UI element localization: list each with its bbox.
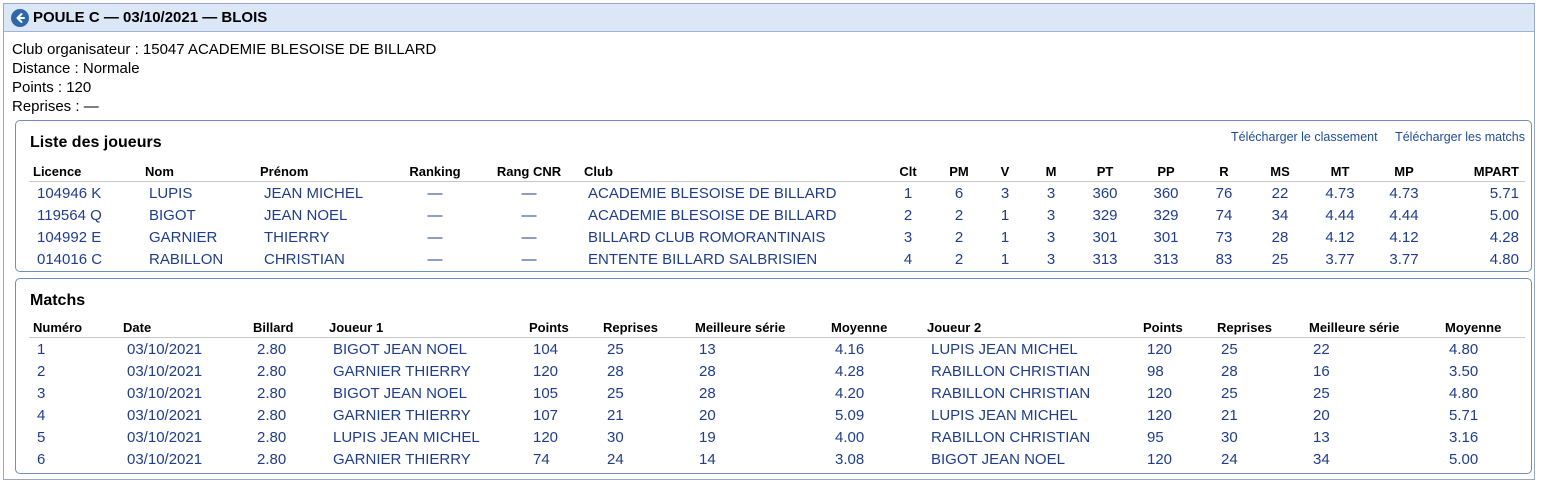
- table-cell: 4: [37, 406, 46, 424]
- table-cell: 3: [1046, 206, 1056, 224]
- table-cell: 3: [37, 384, 46, 402]
- table-cell: 2: [954, 206, 964, 224]
- table-cell: 301: [1153, 228, 1179, 246]
- table-cell: ACADEMIE BLESOISE DE BILLARD: [588, 206, 837, 224]
- table-cell: 4.44: [1389, 206, 1419, 224]
- table-cell: 4.12: [1389, 228, 1419, 246]
- table-cell: 1: [37, 340, 46, 358]
- column-header: Moyenne: [827, 317, 923, 338]
- table-cell: 5.09: [835, 406, 865, 424]
- table-cell: 3: [903, 228, 913, 246]
- table-cell: 22: [1313, 340, 1330, 358]
- table-row[interactable]: [29, 404, 1525, 426]
- table-cell: RABILLON CHRISTIAN: [931, 362, 1091, 380]
- panel-header: [4, 4, 1534, 32]
- arrow-left-circle-icon[interactable]: [11, 9, 29, 27]
- table-cell: 5: [37, 428, 46, 446]
- column-header: MS: [1252, 161, 1308, 182]
- table-cell: 20: [1313, 406, 1330, 424]
- table-cell: —: [427, 184, 443, 202]
- table-row[interactable]: [29, 382, 1525, 404]
- table-cell: —: [427, 228, 443, 246]
- column-header: Reprises: [599, 317, 691, 338]
- table-row[interactable]: [29, 360, 1525, 382]
- table-cell: ENTENTE BILLARD SALBRISIEN: [588, 250, 818, 268]
- table-cell: 2.80: [257, 362, 287, 380]
- table-cell: CHRISTIAN: [264, 250, 345, 268]
- table-cell: 4.80: [1449, 340, 1479, 358]
- table-cell: 5.00: [1489, 206, 1519, 224]
- table-cell: 120: [533, 362, 559, 380]
- table-row[interactable]: [29, 226, 1525, 248]
- column-header: Meilleure série: [1305, 317, 1441, 338]
- table-cell: 25: [1221, 340, 1238, 358]
- matches-title: Matchs: [30, 292, 86, 309]
- table-cell: 25: [1221, 384, 1238, 402]
- poule-panel: [3, 3, 1535, 480]
- table-cell: BIGOT JEAN NOEL: [333, 384, 467, 402]
- table-cell: JEAN NOEL: [264, 206, 348, 224]
- table-cell: 03/10/2021: [127, 384, 203, 402]
- table-cell: 301: [1092, 228, 1118, 246]
- table-cell: —: [521, 228, 537, 246]
- column-header: PT: [1074, 161, 1136, 182]
- table-cell: 104946 K: [37, 184, 102, 202]
- table-cell: 120: [1147, 340, 1173, 358]
- table-cell: —: [427, 250, 443, 268]
- table-cell: 25: [1271, 250, 1289, 268]
- players-title: Liste des joueurs: [30, 134, 162, 151]
- table-cell: 28: [699, 384, 716, 402]
- table-cell: 120: [1147, 384, 1173, 402]
- table-cell: 28: [699, 362, 716, 380]
- table-cell: 25: [1313, 384, 1330, 402]
- table-cell: 30: [1221, 428, 1238, 446]
- competition-info: [12, 40, 436, 116]
- table-cell: 120: [533, 428, 559, 446]
- table-cell: 3: [1046, 228, 1056, 246]
- table-cell: 360: [1153, 184, 1179, 202]
- table-cell: BIGOT JEAN NOEL: [931, 450, 1065, 468]
- table-cell: 360: [1092, 184, 1118, 202]
- table-cell: 2.80: [257, 406, 287, 424]
- table-cell: 3.77: [1325, 250, 1355, 268]
- table-cell: 105: [533, 384, 559, 402]
- table-cell: 3.77: [1389, 250, 1419, 268]
- table-cell: LUPIS JEAN MICHEL: [931, 406, 1078, 424]
- table-cell: BIGOT: [149, 206, 196, 224]
- points: Points : 120: [12, 79, 92, 96]
- table-cell: RABILLON: [149, 250, 224, 268]
- table-cell: 120: [1147, 450, 1173, 468]
- column-header: V: [982, 161, 1028, 182]
- table-cell: 014016 C: [37, 250, 103, 268]
- column-header: Joueur 1: [325, 317, 525, 338]
- column-header: Points: [1139, 317, 1213, 338]
- table-cell: 74: [533, 450, 550, 468]
- download-links: [1217, 130, 1525, 144]
- column-header: Nom: [141, 161, 256, 182]
- table-cell: 03/10/2021: [127, 428, 203, 446]
- column-header: Ranking: [392, 161, 478, 182]
- table-cell: JEAN MICHEL: [264, 184, 364, 202]
- table-cell: 329: [1092, 206, 1118, 224]
- players-section: [15, 120, 1532, 272]
- column-header: PP: [1136, 161, 1196, 182]
- table-cell: 76: [1215, 184, 1233, 202]
- table-cell: 28: [1221, 362, 1238, 380]
- table-cell: 6: [954, 184, 964, 202]
- column-header: R: [1196, 161, 1252, 182]
- table-cell: 73: [1215, 228, 1233, 246]
- table-cell: ACADEMIE BLESOISE DE BILLARD: [588, 184, 837, 202]
- table-cell: 4.16: [835, 340, 865, 358]
- table-row[interactable]: [29, 426, 1525, 448]
- table-cell: 16: [1313, 362, 1330, 380]
- table-cell: 03/10/2021: [127, 406, 203, 424]
- table-cell: 1: [1000, 206, 1010, 224]
- table-cell: 313: [1153, 250, 1179, 268]
- table-cell: —: [427, 206, 443, 224]
- table-cell: GARNIER: [149, 228, 218, 246]
- column-header: Moyenne: [1441, 317, 1525, 338]
- matches-section: [15, 278, 1532, 474]
- table-cell: 2.80: [257, 384, 287, 402]
- column-header: Club: [580, 161, 880, 182]
- column-header: Prénom: [256, 161, 392, 182]
- table-cell: 34: [1271, 206, 1289, 224]
- table-cell: 5.71: [1489, 184, 1519, 202]
- table-cell: 95: [1147, 428, 1164, 446]
- table-cell: 24: [1221, 450, 1238, 468]
- table-row[interactable]: [29, 448, 1525, 470]
- table-cell: 2.80: [257, 450, 287, 468]
- table-cell: 4.28: [1489, 228, 1519, 246]
- table-cell: GARNIER THIERRY: [333, 362, 471, 380]
- table-cell: 4: [903, 250, 913, 268]
- table-row[interactable]: [29, 248, 1525, 270]
- table-cell: 3.08: [835, 450, 865, 468]
- table-cell: 4.80: [1449, 384, 1479, 402]
- column-header: MT: [1308, 161, 1372, 182]
- table-cell: 2: [903, 206, 913, 224]
- matches-table: [29, 317, 1525, 470]
- reprises: Reprises : —: [12, 98, 99, 115]
- column-header: Points: [525, 317, 599, 338]
- table-cell: 25: [607, 384, 624, 402]
- table-cell: 25: [607, 340, 624, 358]
- table-cell: 4.00: [835, 428, 865, 446]
- table-cell: 83: [1215, 250, 1233, 268]
- table-cell: 4.44: [1325, 206, 1355, 224]
- table-cell: LUPIS JEAN MICHEL: [333, 428, 480, 446]
- table-cell: THIERRY: [264, 228, 330, 246]
- table-cell: 5.71: [1449, 406, 1479, 424]
- table-cell: GARNIER THIERRY: [333, 406, 471, 424]
- table-cell: 3: [1046, 184, 1056, 202]
- table-cell: BILLARD CLUB ROMORANTINAIS: [588, 228, 826, 246]
- column-header: Billard: [249, 317, 325, 338]
- table-cell: 03/10/2021: [127, 340, 203, 358]
- table-cell: 4.73: [1325, 184, 1355, 202]
- club-organisateur: Club organisateur : 15047 ACADEMIE BLESOISE DE BILLARD: [12, 41, 437, 58]
- table-cell: 4.80: [1489, 250, 1519, 268]
- table-cell: 2: [954, 250, 964, 268]
- table-cell: 1: [1000, 250, 1010, 268]
- table-row[interactable]: [29, 204, 1525, 226]
- table-cell: 28: [607, 362, 624, 380]
- table-cell: 21: [1221, 406, 1238, 424]
- table-cell: 3: [1046, 250, 1056, 268]
- table-cell: 5.00: [1449, 450, 1479, 468]
- table-cell: 1: [903, 184, 913, 202]
- distance: Distance : Normale: [12, 60, 140, 77]
- table-cell: LUPIS: [149, 184, 193, 202]
- table-cell: 1: [1000, 228, 1010, 246]
- table-cell: —: [521, 206, 537, 224]
- table-cell: 2: [37, 362, 46, 380]
- column-header: Date: [119, 317, 249, 338]
- table-cell: 24: [607, 450, 624, 468]
- table-cell: 14: [699, 450, 716, 468]
- column-header: Licence: [29, 161, 141, 182]
- table-cell: 30: [607, 428, 624, 446]
- table-cell: LUPIS JEAN MICHEL: [931, 340, 1078, 358]
- table-cell: 22: [1271, 184, 1289, 202]
- table-cell: 4.73: [1389, 184, 1419, 202]
- table-cell: 13: [1313, 428, 1330, 446]
- table-cell: BIGOT JEAN NOEL: [333, 340, 467, 358]
- column-header: Rang CNR: [478, 161, 580, 182]
- table-cell: 98: [1147, 362, 1164, 380]
- table-cell: 21: [607, 406, 624, 424]
- download-ranking-link[interactable]: Télécharger le classement: [1230, 130, 1378, 144]
- table-cell: 13: [699, 340, 716, 358]
- table-cell: 34: [1313, 450, 1330, 468]
- table-cell: 2: [954, 228, 964, 246]
- table-cell: 107: [533, 406, 559, 424]
- table-cell: 119564 Q: [37, 206, 102, 224]
- table-cell: 2.80: [257, 428, 287, 446]
- page-title: POULE C — 03/10/2021 — BLOIS: [33, 9, 268, 26]
- column-header: Clt: [880, 161, 936, 182]
- table-cell: 2.80: [257, 340, 287, 358]
- table-cell: 120: [1147, 406, 1173, 424]
- column-header: M: [1028, 161, 1074, 182]
- column-header: MPART: [1436, 161, 1525, 182]
- table-cell: 3.16: [1449, 428, 1479, 446]
- table-row[interactable]: [29, 338, 1525, 361]
- table-cell: 104992 E: [37, 228, 102, 246]
- table-cell: 28: [1271, 228, 1289, 246]
- table-cell: 19: [699, 428, 716, 446]
- column-header: PM: [936, 161, 982, 182]
- column-header: MP: [1372, 161, 1436, 182]
- column-header: Reprises: [1213, 317, 1305, 338]
- table-cell: 4.12: [1325, 228, 1355, 246]
- table-cell: 6: [37, 450, 46, 468]
- table-cell: —: [521, 184, 537, 202]
- table-cell: 03/10/2021: [127, 450, 203, 468]
- column-header: Joueur 2: [923, 317, 1139, 338]
- column-header: Meilleure série: [691, 317, 827, 338]
- table-cell: 3.50: [1449, 362, 1479, 380]
- table-cell: 329: [1153, 206, 1179, 224]
- players-table: [29, 161, 1525, 270]
- table-cell: 20: [699, 406, 716, 424]
- table-cell: 313: [1092, 250, 1118, 268]
- download-matches-link[interactable]: Télécharger les matchs: [1395, 130, 1525, 144]
- table-cell: RABILLON CHRISTIAN: [931, 428, 1091, 446]
- table-cell: 4.28: [835, 362, 865, 380]
- table-cell: GARNIER THIERRY: [333, 450, 471, 468]
- table-cell: RABILLON CHRISTIAN: [931, 384, 1091, 402]
- table-cell: —: [521, 250, 537, 268]
- table-cell: 104: [533, 340, 559, 358]
- column-header: Numéro: [29, 317, 119, 338]
- table-cell: 3: [1000, 184, 1010, 202]
- table-cell: 74: [1215, 206, 1233, 224]
- table-row[interactable]: [29, 182, 1525, 205]
- table-cell: 4.20: [835, 384, 865, 402]
- table-cell: 03/10/2021: [127, 362, 203, 380]
